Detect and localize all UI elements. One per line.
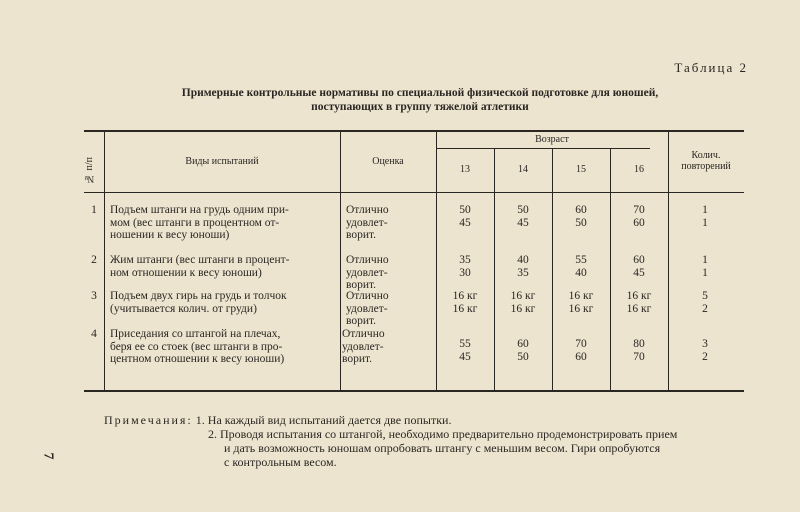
value-16	[610, 204, 668, 229]
test-line: беря ее со стоек (вес штанги в про-	[110, 340, 283, 353]
value-excellent: 50	[517, 204, 529, 216]
value-excellent: 16 кг	[510, 290, 536, 302]
grade-line: ворит.	[346, 229, 377, 241]
table-number: Таблица 2	[674, 60, 748, 75]
value-satisfactory: 45	[459, 350, 471, 363]
age-subheader-rule	[436, 148, 650, 149]
value-13	[436, 338, 494, 363]
grade-labels	[346, 204, 436, 242]
test-name	[110, 204, 340, 242]
value-13	[436, 204, 494, 229]
test-line: ном отношении к весу юноши)	[110, 266, 262, 279]
value-excellent: 40	[517, 254, 529, 266]
table-bottom-rule	[84, 390, 744, 392]
grade-line: Отлично	[342, 328, 385, 340]
test-line: (учитывается колич. от груди)	[110, 302, 257, 315]
value-excellent: 16 кг	[626, 290, 652, 302]
value-satisfactory: 60	[575, 350, 587, 363]
row-number: 4	[91, 328, 97, 340]
test-line: Подъем двух гирь на грудь и толчок	[110, 290, 287, 302]
value-excellent: 16 кг	[452, 290, 478, 302]
note-2-line-1: 2. Проводя испытания со штангой, необходимо предварительно продемонстрировать прием	[208, 427, 678, 441]
value-satisfactory: 16 кг	[452, 302, 478, 315]
value-excellent: 60	[517, 338, 529, 350]
header-reps	[668, 150, 744, 172]
title-line-1: Примерные контрольные нормативы по специальной физической подготовке для юношей,	[181, 87, 659, 99]
notes-label: Примечания:	[104, 413, 193, 427]
value-14	[494, 204, 552, 229]
value-satisfactory: 16 кг	[510, 302, 536, 315]
value-13	[436, 290, 494, 315]
row-number: 1	[91, 204, 97, 216]
value-13	[436, 254, 494, 279]
value-satisfactory: 45	[459, 216, 471, 229]
grade-line: Отлично	[346, 204, 389, 216]
header-reps-line-1: Колич.	[691, 150, 721, 161]
test-line: Подъем штанги на грудь одним при-	[110, 204, 289, 216]
value-excellent: 50	[459, 204, 471, 216]
value-excellent: 80	[633, 338, 645, 350]
reps	[666, 290, 744, 315]
grade-labels	[346, 254, 436, 292]
value-15	[552, 290, 610, 315]
grade-line: удовлет-	[342, 340, 384, 353]
header-age-13: 13	[460, 164, 470, 175]
value-excellent: 70	[575, 338, 587, 350]
header-bottom-rule	[84, 192, 744, 193]
table-title	[100, 86, 740, 114]
header-age-15: 15	[576, 164, 586, 175]
value-satisfactory: 45	[633, 266, 645, 279]
header-grade: Оценка	[372, 156, 404, 167]
reps-satisfactory: 1	[702, 216, 708, 229]
grade-line: Отлично	[346, 290, 389, 302]
grade-line: удовлет-	[346, 216, 388, 229]
header-reps-line-2: повторений	[681, 161, 731, 172]
table-top-rule	[84, 130, 744, 132]
test-line: Жим штанги (вес штанги в процент-	[110, 254, 290, 266]
value-excellent: 70	[633, 204, 645, 216]
value-satisfactory: 35	[517, 266, 529, 279]
value-satisfactory: 60	[633, 216, 645, 229]
value-excellent: 60	[575, 204, 587, 216]
page-number: 7	[40, 452, 56, 460]
grade-line: ворит.	[342, 353, 373, 365]
value-excellent: 55	[459, 338, 471, 350]
value-excellent: 16 кг	[568, 290, 594, 302]
value-excellent: 60	[633, 254, 645, 266]
title-line-2: поступающих в группу тяжелой атлетики	[311, 101, 529, 113]
header-num: № п/п	[84, 157, 95, 185]
value-satisfactory: 16 кг	[626, 302, 652, 315]
value-16	[610, 290, 668, 315]
reps	[666, 254, 744, 279]
grade-line: ворит.	[346, 315, 377, 327]
value-satisfactory: 40	[575, 266, 587, 279]
value-satisfactory: 45	[517, 216, 529, 229]
col-divider	[340, 130, 341, 392]
value-14	[494, 290, 552, 315]
norms-table	[84, 130, 744, 392]
value-16	[610, 254, 668, 279]
grade-line: удовлет-	[346, 302, 388, 315]
reps	[666, 204, 744, 229]
value-satisfactory: 30	[459, 266, 471, 279]
grade-labels	[342, 328, 432, 366]
value-satisfactory: 70	[633, 350, 645, 363]
value-satisfactory: 50	[517, 350, 529, 363]
value-16	[610, 338, 668, 363]
value-15	[552, 338, 610, 363]
test-name	[110, 254, 340, 279]
value-14	[494, 338, 552, 363]
value-14	[494, 254, 552, 279]
note-1: 1. На каждый вид испытаний дается две попытки.	[195, 413, 452, 427]
row-number: 3	[91, 290, 97, 302]
grade-labels	[346, 290, 436, 328]
test-line: центном отношении к весу юноши)	[110, 353, 285, 365]
test-line: мом (вес штанги в процентном от-	[110, 216, 280, 229]
reps-excellent: 3	[702, 338, 708, 350]
test-name	[110, 290, 340, 315]
reps-excellent: 1	[702, 254, 708, 266]
value-satisfactory: 50	[575, 216, 587, 229]
reps-satisfactory: 2	[702, 302, 708, 315]
value-satisfactory: 16 кг	[568, 302, 594, 315]
header-age-14: 14	[518, 164, 528, 175]
test-line: Приседания со штангой на плечах,	[110, 328, 281, 340]
header-age: Возраст	[535, 134, 569, 145]
reps-satisfactory: 1	[702, 266, 708, 279]
reps	[666, 338, 744, 363]
grade-line: удовлет-	[346, 266, 388, 279]
reps-excellent: 1	[702, 204, 708, 216]
header-age-16: 16	[634, 164, 644, 175]
reps-satisfactory: 2	[702, 350, 708, 363]
value-excellent: 55	[575, 254, 587, 266]
test-name	[110, 328, 340, 366]
value-15	[552, 254, 610, 279]
note-2-line-3: с контрольным весом.	[224, 455, 337, 469]
note-2-line-2: и дать возможность юношам опробовать штангу с меньшим весом. Гири опробуются	[224, 441, 661, 455]
reps-excellent: 5	[702, 290, 708, 302]
grade-line: ворит.	[346, 279, 377, 291]
row-number: 2	[91, 254, 97, 266]
value-15	[552, 204, 610, 229]
header-test: Виды испытаний	[185, 156, 259, 167]
grade-line: Отлично	[346, 254, 389, 266]
value-excellent: 35	[459, 254, 471, 266]
test-line: ношении к весу юноши)	[110, 229, 230, 241]
col-divider	[104, 130, 105, 392]
